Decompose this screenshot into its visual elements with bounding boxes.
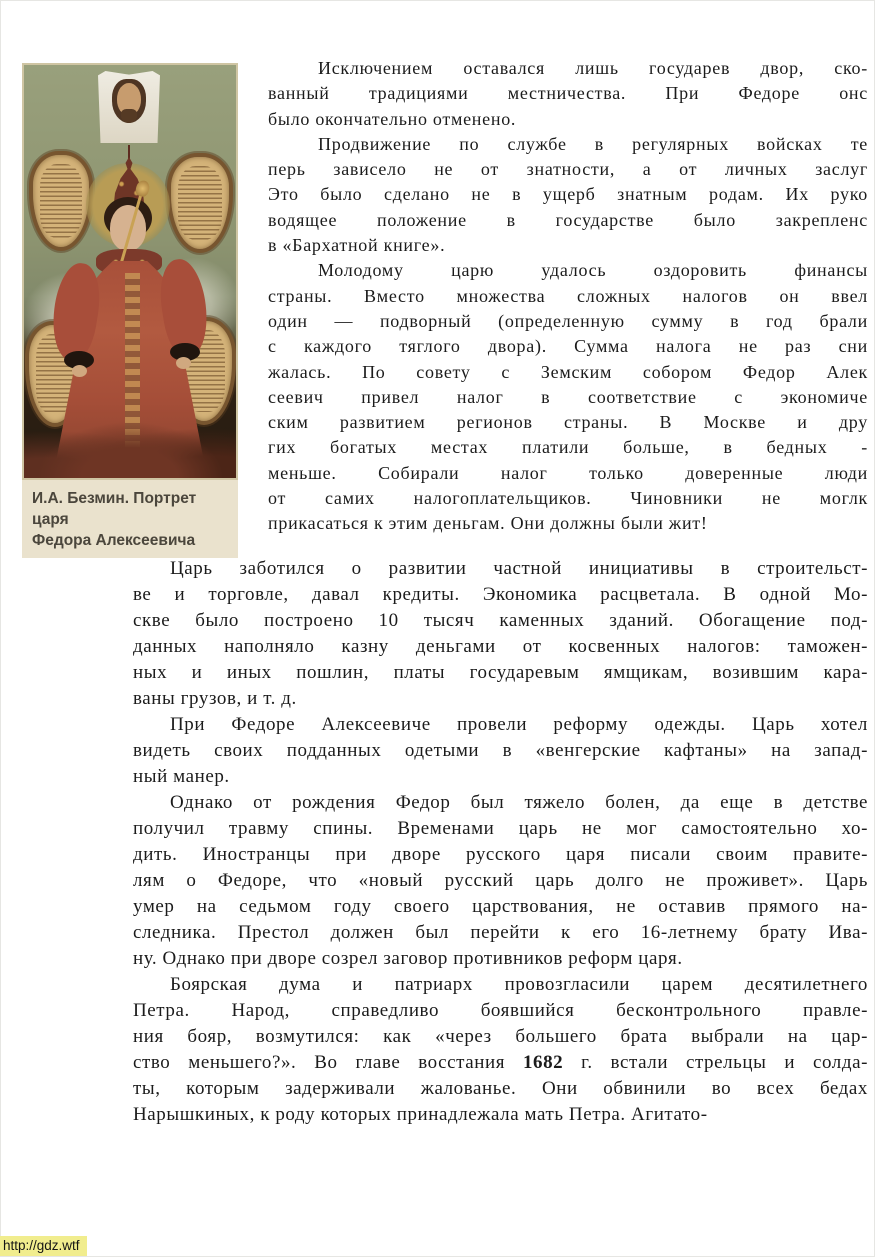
paragraph-army-promotion: Продвижение по службе в регулярных войсках те перь зависело не от знатности, а от личных заслуг Это было сделано не в ущерб знатным родам. Их руко водящее положение в государстве было закрепленс в «Бархатной книге». (268, 133, 868, 256)
paragraph-exception-court: Исключением оставался лишь государев двор, ско- ванный традициями местничества. При Федоре онс было окончательно отменено. (268, 58, 868, 129)
top-text-block (268, 56, 868, 537)
paragraph-finances: Молодому царю удалось оздоровить финансы страны. Вместо множества сложных налогов он ввел один — подворный (определенную сумму в год брали с каждого тяглого двора). Сумма налога не раз сни жалась. По совету с Земским собором Федор Алек сеевич привел налог в соответствие с экономиче ским развитием регионов страны. В Москве и дру гих богатых местах платили больше, в бедных - меньше. Собирали налог только доверенные люди от самих налогоплательщиков. Чиновники не моглк прикасаться к этим деньгам. Они должны были жит! (268, 260, 868, 534)
portrait-image (22, 63, 238, 480)
paragraph-economy: Царь заботился о развитии частной инициативы в строительст- ве и торговле, давал кредиты. Экономика расцветала. В одной Мо- скве было построено 10 тысяч каменных зданий. Обогащение под- данных наполняло казну деньгами от косвенных налогов: таможен- ных и иных пошлин, платы государевым ямщикам, возившим кара- ваны грузов, и т. д. (133, 558, 868, 709)
paragraph-boyar-duma: Боярская дума и патриарх провозгласили царем десятилетнего Петра. Народ, справедливо боявшийся бесконтрольного правле- ния бояр, возмутился: как «через большего брата выбрали на цар- ство меньшего?». Во главе восстания 1682 г. встали стрельцы и солда- ты, которым задерживали жалованье. Они обвинили во всех бедах Нарышкиных, к роду которых принадлежала мать Петра. Агитато- (133, 974, 868, 1125)
cartouche-top-right (167, 153, 233, 253)
paragraph-clothing-reform: При Федоре Алексеевиче провели реформу одежды. Царь хотел видеть своих подданных одетыми в «венгерские кафтаны» на запад- ный манер. (133, 714, 868, 787)
cartouche-top-left (29, 151, 93, 251)
body-text-block (133, 556, 868, 1128)
cartouche-text (40, 164, 82, 238)
crown-spike (128, 145, 130, 159)
christ-cloth-icon (98, 71, 160, 143)
watermark-link[interactable]: http://gdz.wtf (0, 1236, 87, 1256)
figure-caption: И.А. Безмин. Портрет царя Федора Алексеевича (22, 480, 238, 558)
hand-right (176, 357, 191, 369)
portrait-figure (22, 63, 238, 558)
hand-left (72, 365, 87, 377)
paragraph-fedor-illness: Однако от рождения Федор был тяжело болен, да еще в детстве получил травму спины. Временами царь не мог самостоятельно хо- дить. Иностранцы при дворе русского царя писали своим правите- лям о Федоре, что «новый русский царь долго не проживет». Царь умер на седьмом году своего царствования, не оставив прямого на- следника. Престол должен был перейти к его 16-летнему брату Ива- ну. Однако при дворе созрел заговор противников реформ царя. (133, 792, 868, 969)
painting-floor (24, 414, 236, 478)
christ-beard (121, 109, 137, 123)
cartouche-text (178, 166, 222, 240)
